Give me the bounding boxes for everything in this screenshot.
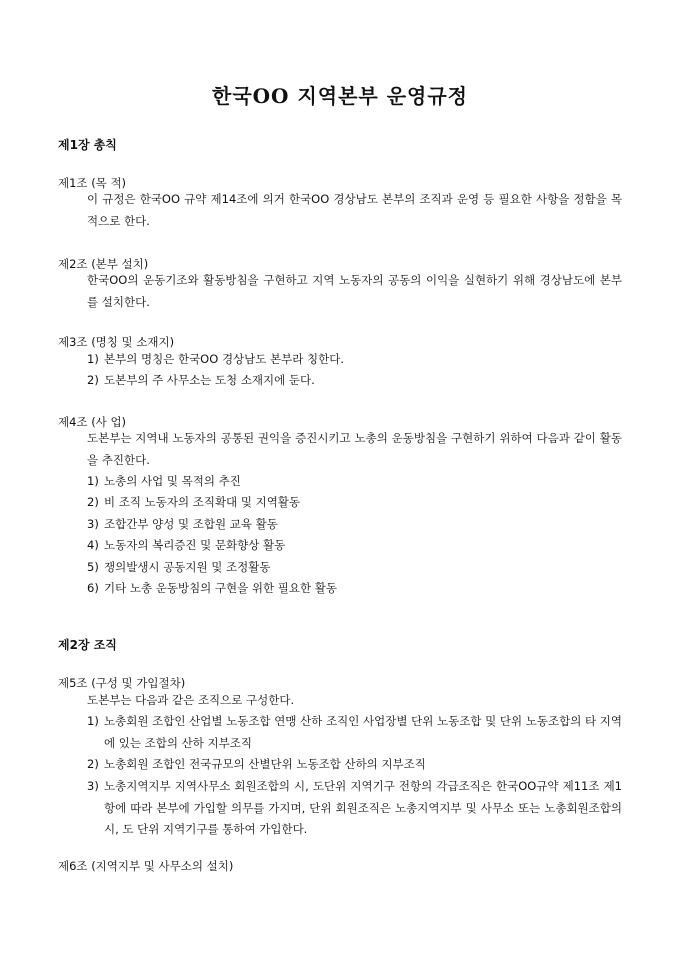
article-1-body: 이 규정은 한국OO 규약 제14조에 의거 한국OO 경상남도 본부의 조직과 운영 등 필요한 사항을 정함을 목적으로 한다. [87,192,622,228]
item-text: 노총의 사업 및 목적의 추진 [104,474,241,488]
item-text: 노총회원 조합인 전국규모의 산별단위 노동조합 산하의 지부조직 [104,757,426,771]
item-number: 1) [87,352,99,366]
article-4-item [87,514,622,536]
article-5-heading: 제5조 (구성 및 가입절차) [58,676,186,690]
item-number: 2) [87,373,99,387]
article-5-item [87,776,622,841]
article-4-item [87,578,622,600]
article-4-item [87,557,622,579]
article-6-heading: 제6조 (지역지부 및 사무소의 설치) [58,859,234,873]
item-text: 쟁의발생시 공동지원 및 조정활동 [104,560,271,574]
article-5-item [87,711,622,754]
item-text: 비 조직 노동자의 조직확대 및 지역활동 [104,495,301,509]
article-5-intro: 도본부는 다음과 같은 조직으로 구성한다. [87,693,295,707]
article-2-body: 한국OO의 운동기조와 활동방침을 구현하고 지역 노동자의 공동의 이익을 실현하기 위해 경상남도에 본부를 설치한다. [87,273,622,309]
document-title: 한국OO 지역본부 운영규정 [212,84,468,108]
chapter-2-heading: 제2장 조직 [58,638,117,652]
item-text: 도본부의 주 사무소는 도청 소재지에 둔다. [104,373,315,387]
article-4-heading: 제4조 (사 업) [58,415,127,429]
item-text: 본부의 명칭은 한국OO 경상남도 본부라 칭한다. [104,352,344,366]
article-1-heading: 제1조 (목 적) [58,176,127,190]
item-number: 3) [87,517,99,531]
item-text: 조합간부 양성 및 조합원 교육 활동 [104,517,278,531]
article-4-intro: 도본부는 지역내 노동자의 공통된 권익을 증진시키고 노총의 운동방침을 구현하기 위하여 다음과 같이 활동을 추진한다. [87,431,622,467]
article-3-item [87,349,622,371]
article-2-heading: 제2조 (본부 설치) [58,257,149,271]
item-number: 6) [87,581,99,595]
item-number: 2) [87,757,99,771]
chapter-1-heading: 제1장 총칙 [58,138,117,152]
article-5-item [87,754,622,776]
item-text: 노동자의 복리증진 및 문화향상 활동 [104,538,286,552]
article-3-item [87,370,622,392]
item-number: 1) [87,474,99,488]
article-4-item [87,535,622,557]
item-number: 1) [87,714,99,728]
item-number: 5) [87,560,99,574]
item-text: 노총회원 조합인 산업별 노동조합 연맹 산하 조직인 사업장별 단위 노동조합 및 단위 노동조합의 타 지역에 있는 조합의 산하 지부조직 [104,714,622,750]
item-number: 2) [87,495,99,509]
item-number: 4) [87,538,99,552]
article-3-heading: 제3조 (명칭 및 소재지) [58,335,175,349]
article-4-item [87,492,622,514]
item-number: 3) [87,779,99,793]
article-4-item [87,471,622,493]
item-text: 노총지역지부 지역사무소 회원조합의 시, 도단위 지역기구 전항의 각급조직은 한국OO규약 제11조 제1항에 따라 본부에 가입할 의무를 가지며, 단위 회원조직은 노총지역지부 및 사무소 또는 노총회원조합의 시, 도 단위 지역기구를 통하여 가입한다. [104,779,622,836]
item-text: 기타 노총 운동방침의 구현을 위한 필요한 활동 [104,581,338,595]
